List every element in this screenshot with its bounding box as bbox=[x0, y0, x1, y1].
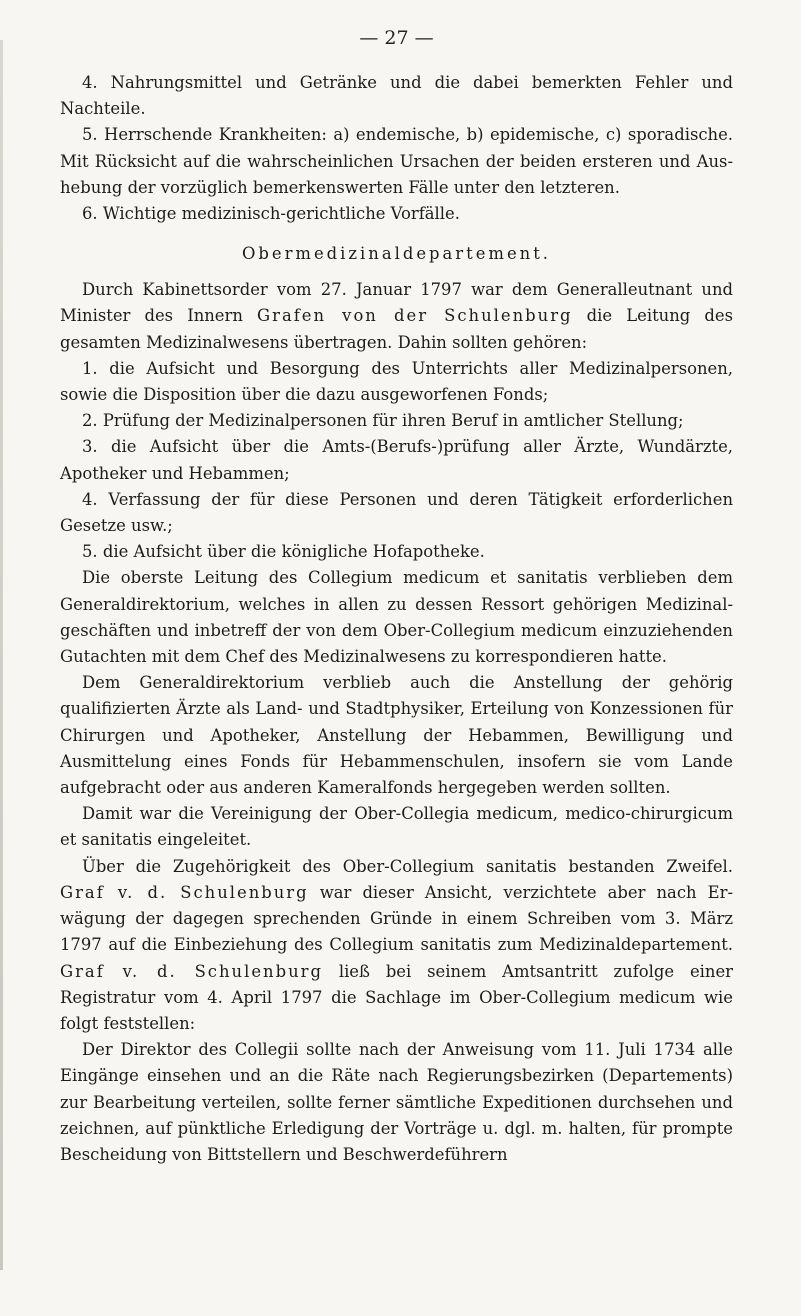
intro-item-4: 4. Nahrungsmittel und Getränke und die dabei bemerkten Fehler und Nachteile. bbox=[60, 73, 733, 119]
duty-item-1: 1. die Aufsicht und Besorgung des Unterrichts aller Medizinalpersonen, sowie die Disposition über die dazu ausgeworfenen Fonds; bbox=[60, 358, 733, 405]
text-span: Über die Zugehörigkeit des Ober-Collegium sanitatis bestanden Zweifel. bbox=[82, 856, 733, 876]
text-span: ließ bei seinem Amtsantritt zufolge einer Registratur vom 4. April 1797 die Sachlage im Ober-Collegium medicum wie folgt feststellen: bbox=[60, 961, 733, 1033]
person-name: Graf v. d. Schulenburg bbox=[60, 882, 309, 902]
duty-item-3: 3. die Aufsicht über die Amts-(Berufs-)prüfung aller Ärzte, Wundärzte, Apotheker und Hebammen; bbox=[60, 437, 733, 483]
paragraph-director-duties: Der Direktor des Collegii sollte nach der Anweisung vom 11. Juli 1734 alle Eingänge einsehen und an die Räte nach Regierungsbezirken (Departements) zur Bearbeitung verteilen, sollte ferner sämtliche Expeditionen durchsehen und zeichnen, auf pünktliche Erledigung der Vorträge u. dgl. m. halten, für prompte Bescheidung von Bittstellern und Beschwerdeführern bbox=[60, 1040, 733, 1164]
text-span: die Leitung des gesamten Medizinalwesens übertragen. Dahin sollten gehören: bbox=[60, 306, 733, 352]
intro-item-5: 5. Herrschende Krankheiten: a) endemische, b) epidemische, c) sporadische. Mit Rücksicht auf die wahrscheinlichen Ursachen der beiden ersteren und Aushebung der vorzüglich bemerkenswerten Fälle unter den letzteren. bbox=[60, 125, 733, 197]
duty-item-5: 5. die Aufsicht über die königliche Hofapotheke. bbox=[82, 542, 485, 562]
intro-item-6: 6. Wichtige medizinisch-gerichtliche Vorfälle. bbox=[82, 204, 460, 224]
duty-item-2: 2. Prüfung der Medizinalpersonen für ihren Beruf in amtlicher Stellung; bbox=[82, 411, 684, 431]
paragraph-cabinet-order bbox=[60, 277, 733, 356]
paragraph-collegium-sanitatis bbox=[60, 854, 733, 1037]
text-span: war dieser Ansicht, verzichtete aber nach Erwägung der dagegen sprechenden Gründe in einem Schreiben vom 3. März 1797 auf die Einbeziehung des Collegium sanitatis zum Medizinaldepartement. bbox=[60, 882, 733, 955]
paragraph-general-directorate: Die oberste Leitung des Collegium medicum et sanitatis verblieben dem Generaldirektorium, welches in allen zu dessen Ressort gehörigen Medizinalgeschäften und inbetreff der von dem Ober-Collegium medicum einzuziehenden Gutachten mit dem Chef des Medizinalwesens zu korrespondieren hatte. bbox=[60, 568, 733, 667]
text-span: Durch Kabinettsorder vom 27. Januar 1797 war dem Generalleutnant und Minister des Innern bbox=[60, 280, 733, 326]
section-heading: Obermedizinaldepartement. bbox=[241, 244, 552, 264]
person-name: Grafen von der Schulenburg bbox=[257, 306, 573, 326]
paragraph-appointments: Dem Generaldirektorium verblieb auch die Anstellung der gehörig qualifizierten Ärzte als Land- und Stadtphysiker, Erteilung von Konzessionen für Chirurgen und Apotheker, Anstellung der Hebammen, Bewilligung und Ausmittelung eines Fonds für Hebammenschulen, insofern sie vom Lande aufgebracht oder aus anderen Kameralfonds hergegeben werden sollten. bbox=[60, 673, 733, 798]
page-edge-shadow bbox=[0, 40, 3, 1270]
paragraph-unification: Damit war die Vereinigung der Ober-Collegia medicum, medico-chirurgicum et sanitatis eingeleitet. bbox=[60, 804, 733, 850]
duty-item-4: 4. Verfassung der für diese Personen und deren Tätigkeit erforderlichen Gesetze usw.; bbox=[60, 489, 733, 536]
page-number: — 27 — bbox=[359, 27, 434, 49]
person-name: Graf v. d. Schulenburg bbox=[60, 961, 323, 981]
